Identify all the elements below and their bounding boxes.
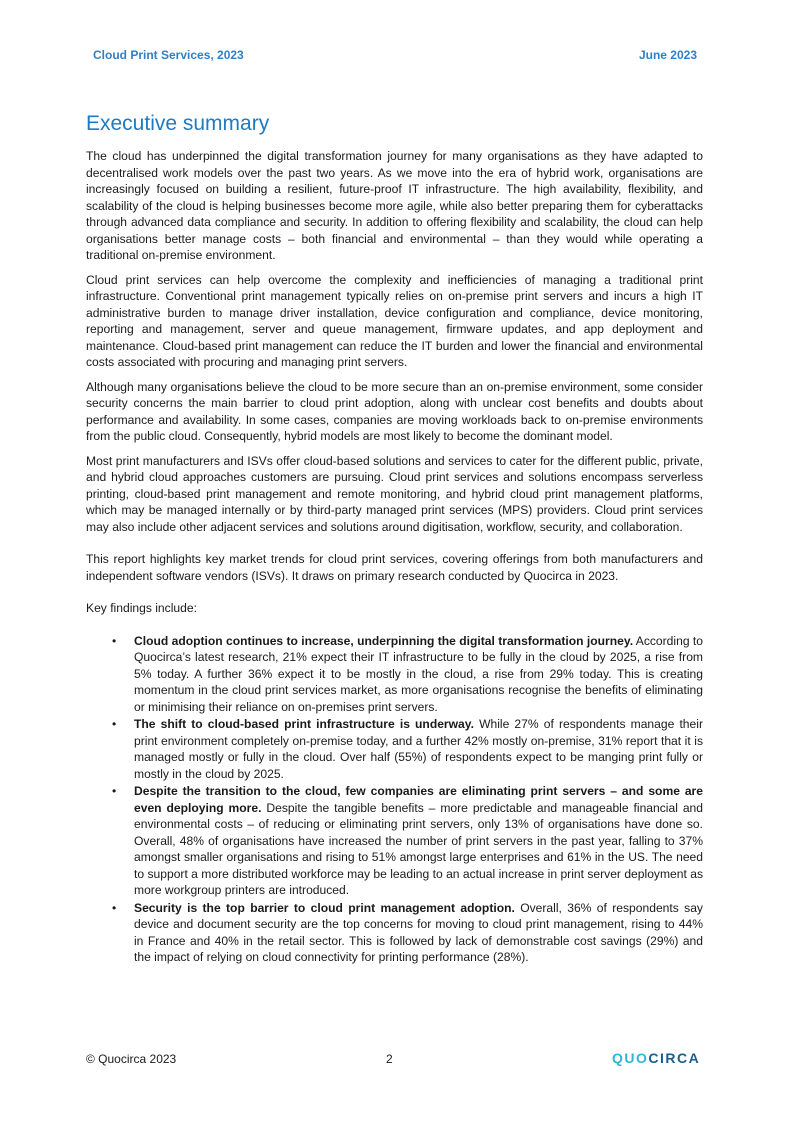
finding-lead: The shift to cloud-based print infrastructure is underway. — [134, 717, 474, 731]
bullet-icon: • — [112, 717, 117, 731]
list-item — [112, 783, 704, 899]
header-report-title: Cloud Print Services, 2023 — [93, 48, 244, 62]
finding-text: Overall, 36% of respondents say device and document security are the top concerns for moving to cloud print management, rising to 44% in France and 40% in the retail sector. This is followed by lack of demonstrable cost savings (29%) and the impact of relying on cloud connectivity for printing performance (28%). — [134, 900, 703, 964]
paragraph: The cloud has underpinned the digital transformation journey for many organisations as they have adapted to decentralised work models over the past two years. As we move into the era of hybrid work, organisations are increasingly focused on building a resilient, future-proof IT infrastructure. The high availability, flexibility, and scalability of the cloud is helping businesses become more agile, while also better preparing them for cyberattacks through advanced data compliance and security. In addition to offering flexibility and scalability, the cloud can help organisations better manage costs – both financial and environmental – than they would while operating a traditional on-premise environment. — [86, 149, 703, 262]
logo-text-part2: CIRCA — [648, 1050, 701, 1066]
logo-text-part1: QUO — [612, 1050, 649, 1066]
finding-lead: Cloud adoption continues to increase, underpinning the digital transformation journey. — [134, 633, 634, 648]
footer-copyright: © Quocirca 2023 — [86, 1052, 177, 1066]
bullet-icon: • — [112, 633, 117, 648]
list-item — [112, 633, 703, 716]
key-findings-list — [86, 633, 703, 966]
list-item — [112, 716, 703, 782]
paragraph: Although many organisations believe the cloud to be more secure than an on-premise environment, some consider security concerns the main barrier to cloud print adoption, along with unclear cost benefits and doubts about performance and availability. In some cases, companies are moving workloads back to on-premise environments from the public cloud. Consequently, hybrid models are most likely to become the dominant model. — [86, 379, 703, 443]
paragraph: Key findings include: — [86, 601, 197, 615]
list-item — [112, 900, 703, 966]
bullet-icon: • — [112, 900, 117, 915]
document-body — [86, 148, 703, 967]
bullet-icon: • — [112, 784, 117, 798]
paragraph: This report highlights key market trends for cloud print services, covering offerings from both manufacturers and independent software vendors (ISVs). It draws on primary research conducted by Quocirca in 2023. — [86, 552, 703, 583]
finding-lead: Security is the top barrier to cloud print management adoption. — [134, 900, 515, 915]
finding-text: Despite the tangible benefits – more predictable and manageable financial and environmental costs – of reducing or eliminating print servers, only 13% of organisations have done so. Overall, 48% of organisations have increased the number of print servers in the past year, falling to 37% amongst smaller organisations and rising to 51% amongst large enterprises and 61% in the US. The need to support a more distributed workforce may be leading to an actual increase in print server deployment as more workgroup printers are introduced. — [134, 800, 704, 897]
paragraph: Most print manufacturers and ISVs offer cloud-based solutions and services to cater for the different public, private, and hybrid cloud approaches customers are pursuing. Cloud print services and solutions encompass serverless printing, cloud-based print management and remote monitoring, and hybrid cloud print management platforms, which may be managed internally or by third-party managed print services (MPS) providers. Cloud print services may also include other adjacent services and solutions around digitisation, workflow, security, and collaboration. — [86, 453, 703, 534]
quocirca-logo — [612, 1050, 700, 1066]
finding-lead: Despite the transition to the cloud, few companies are eliminating print servers – and some are even deploying more. — [134, 784, 703, 815]
header-date: June 2023 — [638, 48, 697, 62]
paragraph: Cloud print services can help overcome the complexity and inefficiencies of managing a traditional print infrastructure. Conventional print management typically relies on on-premise print servers and incurs a high IT administrative burden to manage driver installation, device configuration and compliance, device monitoring, reporting and management, server and queue management, firmware updates, and app deployment and maintenance. Cloud-based print management can reduce the IT burden and lower the financial and environmental costs associated with procuring and managing print servers. — [86, 272, 703, 369]
section-title: Executive summary — [86, 112, 270, 135]
page-number: 2 — [386, 1052, 393, 1066]
finding-text: According to Quocirca’s latest research, 21% expect their IT infrastructure to be fully in the cloud by 2025, a rise from 5% today. A further 36% expect it to be mostly in the cloud, a rise from 29% today. This is creating momentum in the cloud print services market, as more organisations recognise the benefits of eliminating or minimising their reliance on on-premises print servers. — [134, 633, 703, 714]
finding-text: While 27% of respondents manage their print environment completely on-premise today, and a further 42% mostly on-premise, 31% report that it is managed mostly or fully in the cloud. Over half (55%) of respondents expect to be manging print fully or mostly in the cloud by 2025. — [134, 717, 703, 781]
